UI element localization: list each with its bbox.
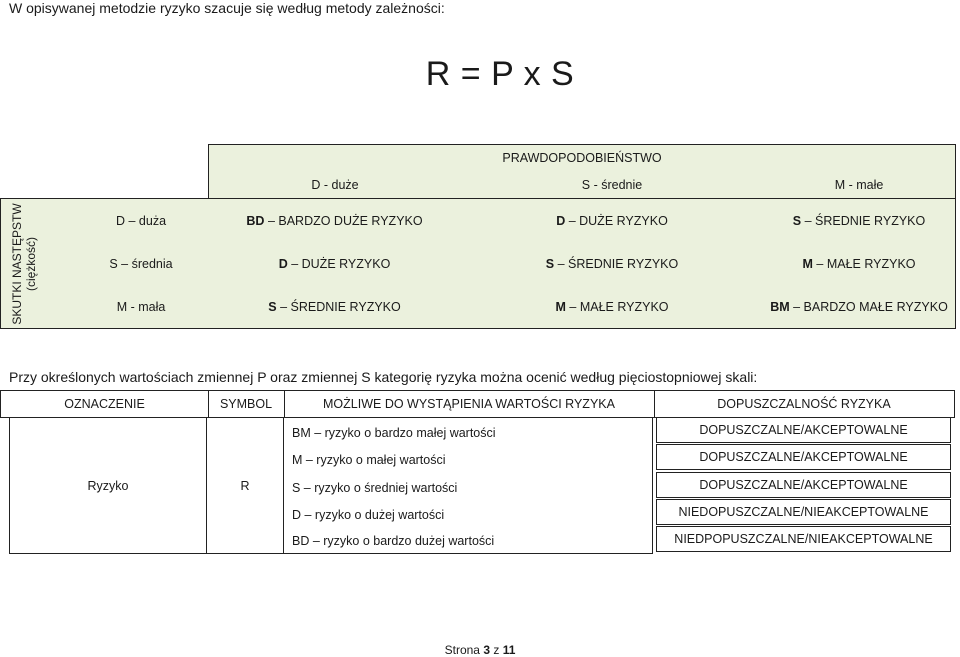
risk-code: BM bbox=[770, 299, 790, 314]
acceptability-2: DOPUSZCZALNE/AKCEPTOWALNE bbox=[656, 444, 951, 470]
risk-cell bbox=[763, 198, 956, 243]
header-values: MOŻLIWE DO WYSTĄPIENIA WARTOŚCI RYZYKA bbox=[284, 390, 655, 418]
header-symbol: SYMBOL bbox=[208, 390, 285, 418]
intro-text: W opisywanej metodzie ryzyko szacuje się według metody zależności: bbox=[9, 0, 445, 16]
severity-row-high: D – duża bbox=[74, 198, 209, 243]
severity-side-label bbox=[0, 198, 47, 329]
acceptability-1: DOPUSZCZALNE/AKCEPTOWALNE bbox=[656, 417, 951, 443]
footer-prefix: Strona bbox=[444, 643, 480, 657]
acceptability-5: NIEDPOPUSZCZALNE/NIEAKCEPTOWALNE bbox=[656, 526, 951, 552]
risk-cell bbox=[208, 285, 462, 329]
risk-value-medium: S – ryzyko o średniej wartości bbox=[292, 481, 458, 495]
risk-text: – MAŁE RYZYKO bbox=[816, 256, 916, 271]
risk-text: – ŚREDNIE RYZYKO bbox=[557, 256, 679, 271]
footer-sep: z bbox=[493, 643, 500, 657]
symbol-value: R bbox=[240, 478, 250, 493]
risk-value-very-high: BD – ryzyko o bardzo dużej wartości bbox=[292, 534, 495, 548]
severity-sublabel: (ciężkość) bbox=[23, 236, 38, 291]
risk-value-high: D – ryzyko o dużej wartości bbox=[292, 508, 445, 522]
prob-col-high: D - duże bbox=[208, 171, 462, 199]
severity-row-low: M - mała bbox=[74, 285, 209, 329]
risk-code: S bbox=[792, 213, 802, 228]
risk-code: M bbox=[802, 256, 813, 271]
risk-cell bbox=[461, 242, 764, 286]
risk-text: – BARDZO MAŁE RYZYKO bbox=[793, 299, 948, 314]
severity-spacer bbox=[46, 198, 75, 329]
scale-intro: Przy określonych wartościach zmiennej P oraz zmiennej S kategorię ryzyka można ocenić według pięciostopniowej skali: bbox=[9, 369, 758, 385]
risk-code: M bbox=[555, 299, 566, 314]
risk-text: – ŚREDNIE RYZYKO bbox=[804, 213, 926, 228]
risk-text: – BARDZO DUŻE RYZYKO bbox=[267, 213, 423, 228]
risk-code: BD bbox=[246, 213, 265, 228]
risk-text: – ŚREDNIE RYZYKO bbox=[280, 299, 401, 314]
header-acceptability: DOPUSZCZALNOŚĆ RYZYKA bbox=[654, 390, 955, 418]
risk-value-low: M – ryzyko o małej wartości bbox=[292, 453, 446, 467]
risk-cell bbox=[763, 285, 956, 329]
risk-code: D bbox=[556, 213, 566, 228]
risk-code: S bbox=[268, 299, 277, 314]
risk-text: – MAŁE RYZYKO bbox=[569, 299, 669, 314]
risk-value-very-low: BM – ryzyko o bardzo małej wartości bbox=[292, 426, 496, 440]
footer-page: 3 bbox=[483, 643, 490, 657]
risk-cell bbox=[763, 242, 956, 286]
footer-total: 11 bbox=[502, 643, 516, 657]
prob-col-low: M - małe bbox=[763, 171, 956, 199]
risk-code: D bbox=[278, 256, 288, 271]
acceptability-3: DOPUSZCZALNE/AKCEPTOWALNE bbox=[656, 472, 951, 498]
risk-cell bbox=[208, 242, 462, 286]
severity-label: SKUTKI NASTĘPSTW bbox=[9, 202, 24, 325]
risk-formula: R = P x S bbox=[425, 55, 575, 93]
prob-col-medium: S - średnie bbox=[461, 171, 764, 199]
header-designation: OZNACZENIE bbox=[0, 390, 209, 418]
risk-cell bbox=[461, 285, 764, 329]
designation-value: Ryzyko bbox=[87, 478, 129, 493]
risk-code: S bbox=[545, 256, 555, 271]
probability-header: PRAWDOPODOBIEŃSTWO bbox=[208, 144, 956, 172]
risk-cell bbox=[208, 198, 462, 243]
risk-cell bbox=[461, 198, 764, 243]
severity-row-medium: S – średnia bbox=[74, 242, 209, 286]
risk-text: – DUŻE RYZYKO bbox=[291, 256, 391, 271]
risk-text: – DUŻE RYZYKO bbox=[568, 213, 668, 228]
acceptability-4: NIEDOPUSZCZALNE/NIEAKCEPTOWALNE bbox=[656, 499, 951, 525]
